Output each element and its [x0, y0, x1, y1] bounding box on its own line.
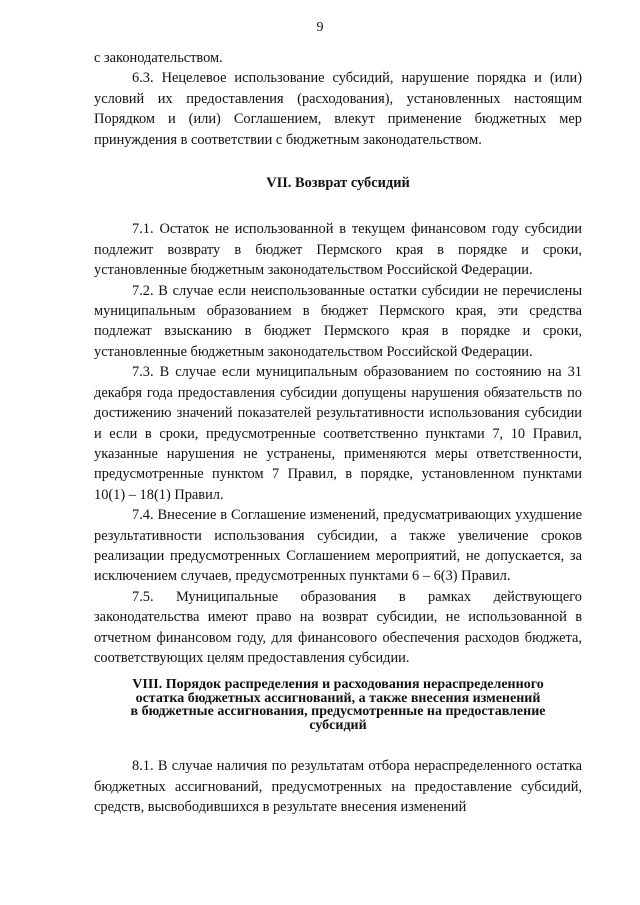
section-8-heading-line: в бюджетные ассигнования, предусмотренные на предоставление — [130, 704, 546, 720]
section-8-heading-line: субсидий — [309, 717, 367, 733]
page-content — [94, 48, 582, 818]
section-8-heading — [94, 678, 582, 732]
paragraph-7-2: 7.2. В случае если неиспользованные остатки субсидии не перечислены муниципальным образованием в бюджет Пермского края, эти средства подлежат взысканию в бюджет Пермского края в порядке и сроки, установленные бюджетным законодательством Российской Федерации. — [94, 282, 582, 360]
paragraph-continuation: с законодательством. — [94, 50, 223, 66]
paragraph-7-4: 7.4. Внесение в Соглашение изменений, предусматривающих ухудшение результативности использования субсидии, а также увеличение сроков реализации предусмотренных Соглашением мероприятий, не допускается, за исключением случаев, предусмотренных пунктами 6 – 6(3) Правил. — [94, 507, 582, 585]
page-number: 9 — [316, 20, 324, 35]
paragraph-7-5: 7.5. Муниципальные образования в рамках действующего законодательства имеют право на возврат субсидии, не использованной в отчетном финансовом году, для финансового обеспечения расходов бюджета, соответствующих целям предоставления субсидии. — [94, 588, 582, 666]
section-8-heading-line: VIII. Порядок распределения и расходования нераспределенного — [132, 677, 544, 693]
paragraph-7-1: 7.1. Остаток не использованной в текущем финансовом году субсидии подлежит возврату в бюджет Пермского края в порядке и сроки, установленные бюджетным законодательством Российской Федерации. — [94, 221, 582, 279]
section-8-heading-line: остатка бюджетных ассигнований, а также внесения изменений — [135, 690, 541, 706]
section-7-heading: VII. Возврат субсидий — [266, 175, 410, 192]
paragraph-6-3: 6.3. Нецелевое использование субсидий, нарушение порядка и (или) условий их предоставления (расходования), установленных настоящим Порядком и (или) Соглашением, влекут применение бюджетных мер принуждения в соответствии с бюджетным законодательством. — [94, 70, 582, 148]
paragraph-7-3: 7.3. В случае если муниципальным образованием по состоянию на 31 декабря года предоставления субсидии допущены нарушения обязательств по достижению значений показателей результативности использования субсидии и если в сроки, предусмотренные соответственно пунктами 7, 10 Правил, указанные нарушения не устранены, применяются меры ответственности, предусмотренные пунктом 7 Правил, в порядке, установленном пунктами 10(1) – 18(1) Правил. — [94, 364, 582, 503]
paragraph-8-1: 8.1. В случае наличия по результатам отбора нераспределенного остатка бюджетных ассигнований, предусмотренных на предоставление субсидий, средств, высвободившихся в результате внесения изменений — [94, 758, 582, 816]
